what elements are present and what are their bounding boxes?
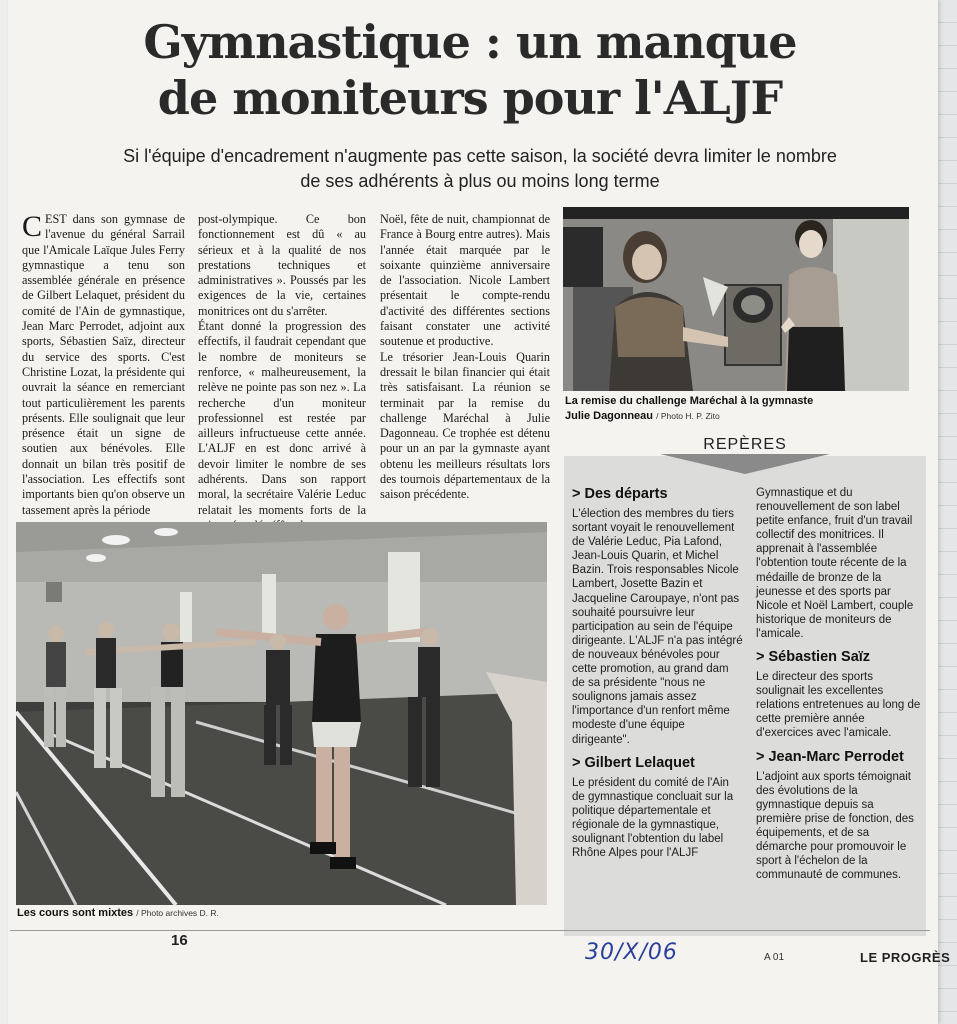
column-2-paragraph-1: post-olympique. Ce bon fonctionnement est dû « au sérieux et à la qualité de nos prestations techniques et administratives ». Poussés par les exigences de la vie, certaines monitrices ont du s'arrêter. (198, 212, 366, 318)
footer-rule (10, 930, 930, 931)
edition-code: A 01 (764, 952, 785, 963)
column-2-paragraph-2: Étant donné la progression des effectifs, il faudrait cependant que le nombre de moniteurs se renforce, « malheureusement, la relève ne pointe pas son nez ». La recherche d'un moniteur professionnel est restée par ailleurs infructueuse cette année. L'ALJF en est donc arrivé à devoir limiter le nombre de ses adhérents. Dans son rapport moral, la secrétaire Valérie Leduc relatait les moments forts de la (198, 319, 366, 517)
section-text-departs: L'élection des membres du tiers sortant voyait le renouvellement de Valérie Leduc, Pia Lafond, Jean-Louis Quarin, et Michel Bazin. Trois responsables Nicole Lambert, Josette Bazin et Jacqueline Caroupaye, n'ont pas souhaité poursuivre leur participation au sein de l'équipe dirigeante. L'ALJF n'a pas intégré de nouveaux bénévoles pour cette promotion, au grand dam de sa présidente "nous ne soulignons jamais assez l'importance d'un renfort même modeste d'une équipe dirigeante". (572, 508, 743, 746)
deck-line-1: Si l'équipe d'encadrement n'augmente pas cette saison, la société devra limiter le nombre (123, 146, 837, 166)
section-title-departs: > Des départs (572, 486, 668, 502)
headline-line-2: de moniteurs pour l'ALJF (157, 71, 783, 125)
trophy-presentation-photo (563, 207, 909, 391)
article-column-3 (380, 212, 550, 503)
headline-line-1: Gymnastique : un manque (143, 15, 797, 69)
trophy-photo-credit: / Photo H. P. Zito (656, 411, 720, 421)
trophy-caption-line-2: Julie Dagonneau (565, 410, 654, 422)
handwritten-date: 30/X/06 (585, 940, 678, 965)
section-title-perrodet: > Jean-Marc Perrodet (756, 748, 904, 765)
column-3-paragraph-1: Noël, fête de nuit, championnat de France à Bourg entre autres). Mais l'année était marquée par le soixante quinzième anniversaire de l'association. Nicole Lambert présentait le compte-rendu d'activité des différentes sections faisant constater une activité soutenue et productive. (380, 212, 550, 349)
gym-photo-caption (17, 906, 517, 921)
trophy-photo-caption (565, 394, 910, 424)
deck-subheading (60, 144, 900, 194)
headline (20, 14, 920, 126)
gym-caption-text: Les cours sont mixtes (17, 907, 134, 919)
column-1-text: EST dans son gymnase de l'avenue du général Sarrail que l'Amicale Laïque Jules Ferry gymnastique a tenu son assemblée générale en présence de Gilbert Lelaquet, président du comité de l'Ain de gymnastique, Jean Marc Perrodet, adjoint aux sports, Sébastien Saïz, directeur du service des sports. C'est Christine Lozat, la présidente qui ouvrait la séance en remerciant tout particulièrement les parents présents. Elle soulignait que leur présence était un signe de soutien aux bénévoles. Elle donnait un bilan très positif de l'association. Les effectifs sont importants bien qu'on observe un tassement après la période (22, 212, 185, 517)
article-column-1 (22, 212, 185, 518)
newspaper-name: LE PROGRÈS (860, 950, 951, 965)
deck-line-2: de ses adhérents à plus ou moins long terme (300, 171, 660, 191)
reperes-title: REPÈRES (703, 436, 787, 453)
gym-class-illustration (16, 522, 547, 905)
reperes-column-1 (572, 486, 744, 868)
section-text-lelaquet-continued: Gymnastique et du renouvellement de son label petite enfance, fruit d'un travail collectif des monitrices. Il apprenait à l'assemblée l'obtention toute récente de la médaille de bronze de la jeunesse et des sports par Nicole et Noël Lambert, couple historique de moniteurs de l'amicale. (756, 487, 914, 640)
section-text-lelaquet: Le président du comité de l'Ain de gymnastique concluait sur la politique départementale et régionale de la gymnastique, soulignant l'obtention du label Rhône Alpes pour l'ALJF (572, 776, 734, 860)
section-text-perrodet: L'adjoint aux sports témoignait des évolutions de la gymnastique depuis sa première prise de fonction, des équipements, et de sa démarche pour promouvoir le sport à l'échelon de la communauté de communes. (756, 770, 914, 882)
section-text-saiz: Le directeur des sports soulignait les excellentes relations entretenues au long de cette première année d'exercices avec l'amicale. (756, 671, 921, 740)
trophy-photo-illustration (563, 207, 909, 391)
gym-photo-credit: / Photo archives D. R. (136, 908, 219, 918)
drop-cap: C (22, 210, 43, 243)
article-column-2 (198, 212, 366, 533)
reperes-column-2 (756, 486, 921, 890)
trophy-caption-line-1: La remise du challenge Maréchal à la gymnaste (565, 395, 814, 407)
section-title-saiz: > Sébastien Saïz (756, 649, 871, 666)
column-3-paragraph-2: Le trésorier Jean-Louis Quarin dressait le bilan financier qui était très satisfaisant. La réunion se terminait par la remise du challenge Maréchal à Julie Dagonneau. Ce trophée est détenu pour un an par la gymnaste ayant obtenu les meilleurs résultats lors des tournois départementaux de la saison précédente. (380, 349, 550, 502)
gym-class-photo (16, 522, 547, 905)
section-title-lelaquet: > Gilbert Lelaquet (572, 754, 695, 771)
page-number: 16 (171, 932, 188, 949)
